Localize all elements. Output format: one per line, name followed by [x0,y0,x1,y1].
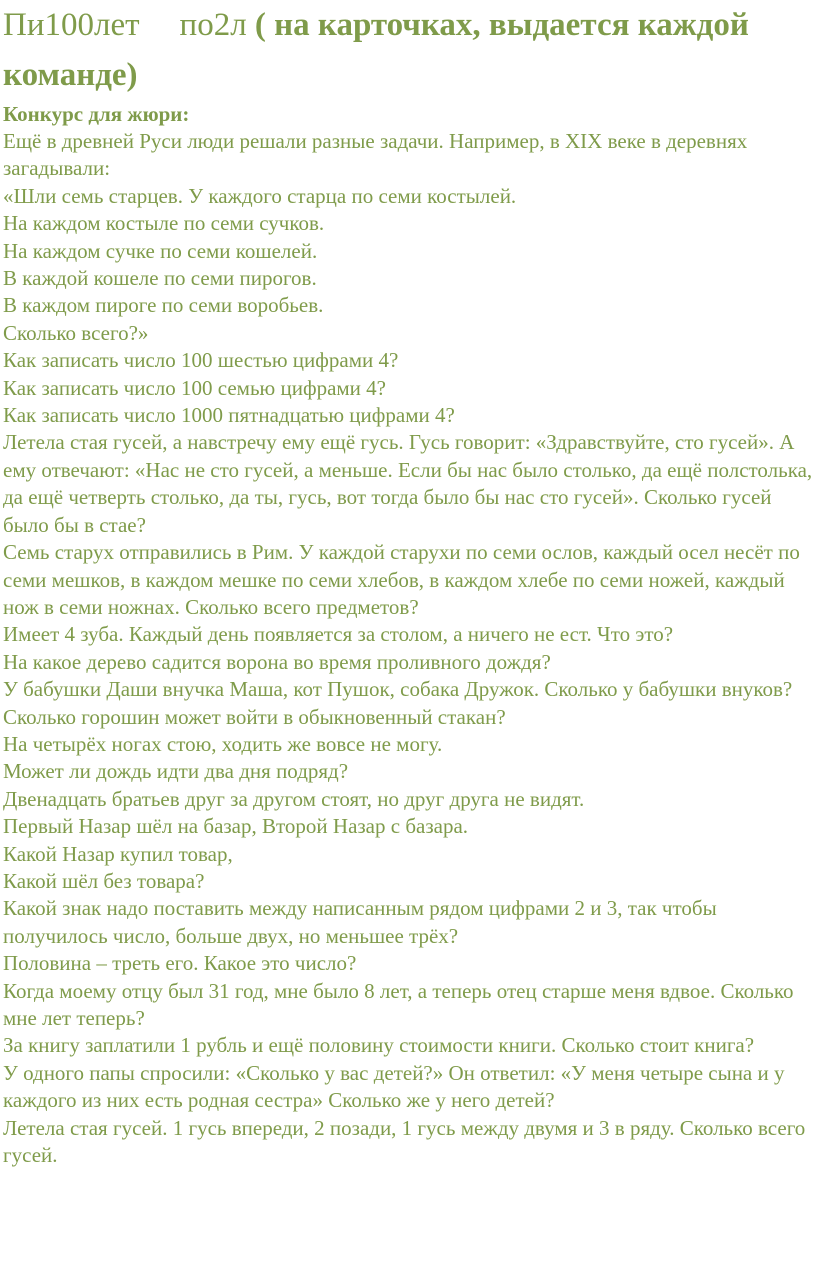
text-line: Как записать число 1000 пятнадцатью цифрами 4? [3,403,455,428]
text-line: Как записать число 100 семью цифрами 4? [3,375,386,400]
title-bold-note: ( на карточках, выдается каждой команде) [3,7,749,93]
title-part-2: по2л [179,7,247,43]
text-line: В каждой кошеле по семи пирогов. [3,266,317,291]
text-line: Половина – треть его. Какое это число? [3,951,357,976]
text-line: Первый Назар шёл на базар, Второй Назар с базара. [3,814,469,839]
text-line: У одного папы спросили: «Сколько у вас детей?» Он ответил: «У меня четыре сына и у каждого из них есть родная сестра» Сколько же у него детей? [3,1060,785,1113]
title-part-1: Пи100лет [3,7,140,43]
text-line: В каждом пироге по семи воробьев. [3,293,324,318]
text-line: Сколько всего?» [3,320,149,345]
text-line: Имеет 4 зуба. Каждый день появляется за столом, а ничего не ест. Что это? [3,622,674,647]
text-line: Как записать число 100 шестью цифрами 4? [3,348,399,373]
section-subtitle: Конкурс для жюри: [3,102,190,126]
text-line: Какой знак надо поставить между написанным рядом цифрами 2 и 3, так чтобы получилось число, больше двух, но меньшее трёх? [3,896,717,948]
document-page [3,0,813,1169]
riddle-list [3,128,813,1169]
text-line: Летела стая гусей, а навстречу ему ещё гусь. Гусь говорит: «Здравствуйте, сто гусей». А ему отвечают: «Нас не сто гусей, а меньше. Если бы нас было столько, да ещё полстолька, да ещё четверть столько, да ты, гусь, вот тогда было бы нас сто гусей». Сколько гусей было бы в стае? [3,430,813,537]
text-line: У бабушки Даши внучка Маша, кот Пушок, собака Дружок. Сколько у бабушки внуков? [3,677,793,702]
text-line: На каждом костыле по семи сучков. [3,211,325,236]
text-line: Когда моему отцу был 31 год, мне было 8 лет, а теперь отец старше меня вдвое. Сколько мне лет теперь? [3,978,794,1030]
text-line: Сколько горошин может войти в обыкновенный стакан? [3,704,506,729]
text-line: Какой Назар купил товар, [3,841,233,866]
text-line: Какой шёл без товара? [3,868,205,893]
text-line: Ещё в древней Руси люди решали разные задачи. Например, в XIX веке в деревнях загадывали: [3,129,748,181]
text-line: Летела стая гусей. 1 гусь впереди, 2 позади, 1 гусь между двумя и 3 в ряду. Сколько всего гусей. [3,1115,806,1168]
text-line: Семь старух отправились в Рим. У каждой старухи по семи ослов, каждый осел несёт по семи мешков, в каждом мешке по семи хлебов, в каждом хлебе по семи ножей, каждый нож в семи ножнах. Сколько всего предметов? [3,540,800,619]
page-title [3,0,813,100]
text-line: Может ли дождь идти два дня подряд? [3,759,349,784]
text-line: На каждом сучке по семи кошелей. [3,238,318,263]
text-line: Двенадцать братьев друг за другом стоят, но друг друга не видят. [3,786,585,811]
text-line: На какое дерево садится ворона во время проливного дождя? [3,649,551,674]
text-line: На четырёх ногах стою, ходить же вовсе не могу. [3,731,443,756]
text-line: «Шли семь старцев. У каждого старца по семи костылей. [3,183,517,208]
text-line: За книгу заплатили 1 рубль и ещё половину стоимости книги. Сколько стоит книга? [3,1033,755,1058]
